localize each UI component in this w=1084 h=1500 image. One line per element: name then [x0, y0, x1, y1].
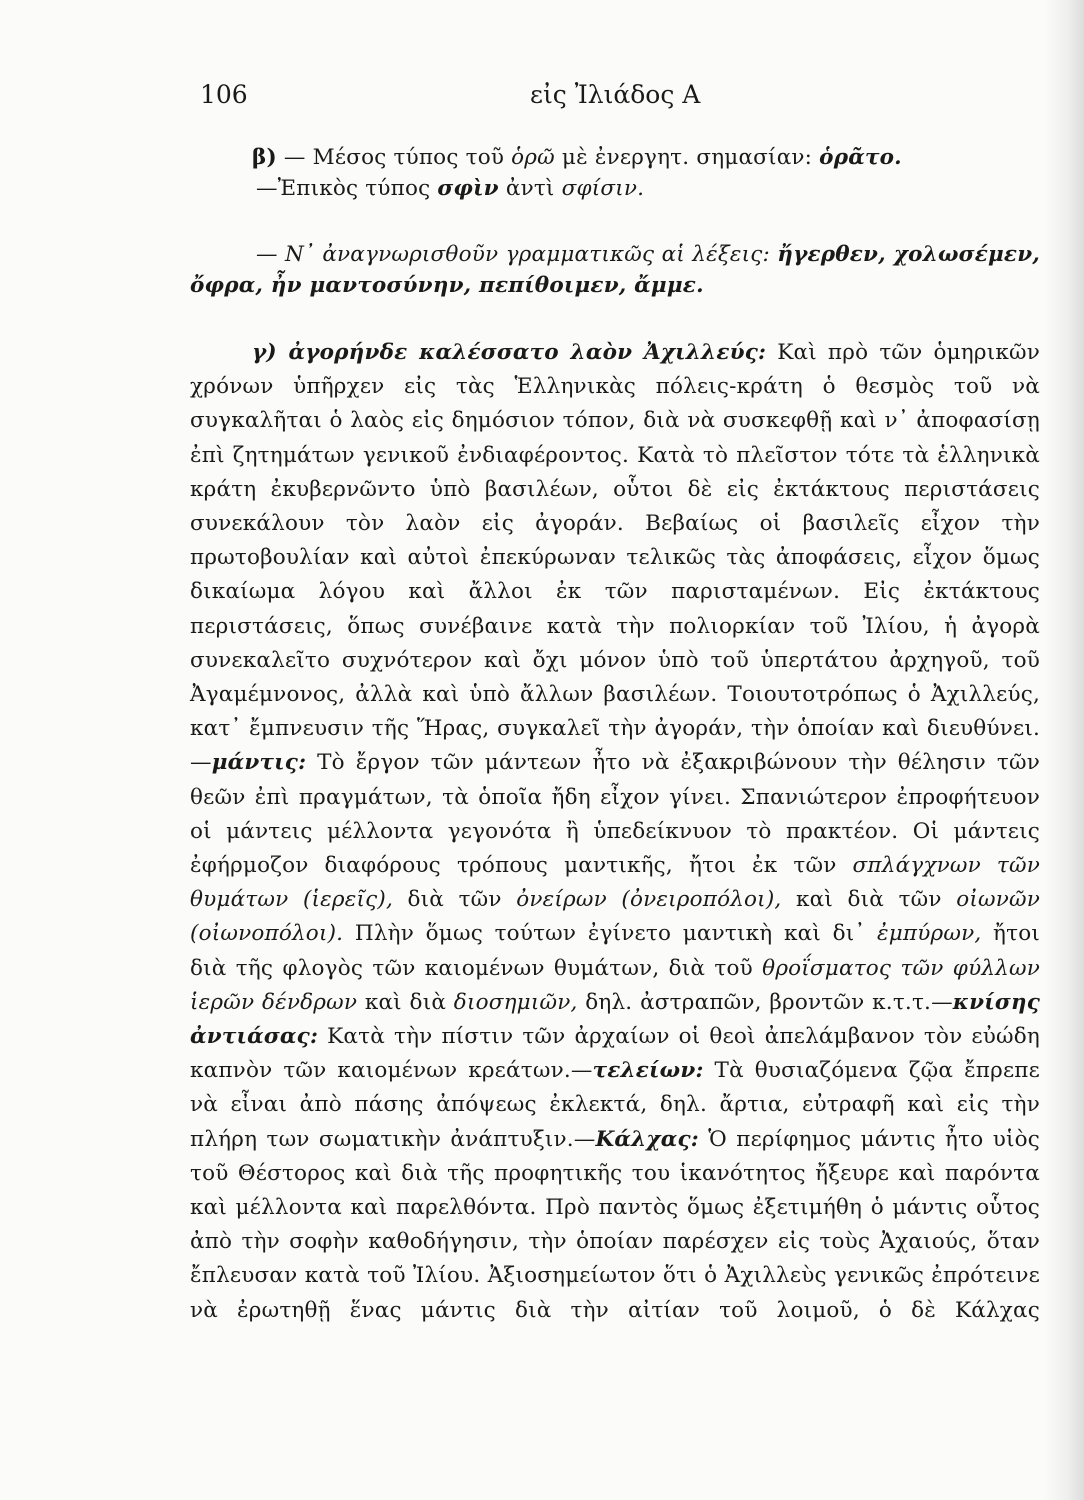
text-run: Καὶ πρὸ τῶν ὁμηρικῶν χρόνων ὑπῆρχεν εἰς τὰς Ἑλληνικὰς πόλεις-κράτη ὁ θεσμὸς τοῦ νὰ συγκαλῆται ὁ λαὸς εἰς δημόσιον τόπον, διὰ νὰ συσκεφθῇ καὶ ν᾿ ἀποφασίσῃ ἐπὶ ζητημάτων γενικοῦ ἐνδιαφέροντος. Κατὰ τὸ πλεῖστον τότε τὰ ἑλληνικὰ κράτη ἐκυβερνῶντο ὑπὸ βασιλέων, οὗτοι δὲ εἰς ἐκτάκτους περιστάσεις συνεκάλουν τὸν λαὸν εἰς ἀγοράν. Βεβαίως οἱ βασιλεῖς εἶχον τὴν πρωτοβουλίαν καὶ αὐτοὶ ἐπεκύρωναν τελικῶς τὰς ἀποφάσεις, εἶχον ὅμως δικαίωμα λόγου καὶ ἄλλοι ἐκ τῶν παρισταμένων. Εἰς ἐκτάκτους περιστάσεις, ὅπως συνέβαινε κατὰ τὴν πολιορκίαν τοῦ Ἰλίου, ἡ ἀγορὰ συνεκαλεῖτο συχνότερον καὶ ὄχι μόνον ὑπὸ τοῦ ὑπερτάτου ἀρχηγοῦ, τοῦ Ἀγαμέμνονος, ἀλλὰ καὶ ὑπὸ ἄλλων βασιλέων. Τοιουτοτρόπως ὁ Ἀχιλλεύς, κατ᾿ ἔμπνευσιν τῆς Ἥρας, συγκαλεῖ τὴν ἀγοράν, τὴν ὁποίαν καὶ διευθύνει.— — [190, 340, 1040, 776]
text-run: Μέσος τύπος τοῦ — [312, 145, 512, 170]
greek-term: τελείων: — [592, 1058, 704, 1084]
paragraph-label: γ) ἀγορήνδε καλέσσατο λαὸν Ἀχιλλεύς: — [252, 340, 767, 365]
text-run: Κατὰ τὴν πίστιν τῶν ἀρχαίων οἱ θεοὶ ἀπελάμβανον τὸν εὐώδη καπνὸν τῶν καιομένων κρεάτων.— — [190, 1024, 1040, 1084]
exercise-words: ἤγερθεν, χολωσέμεν, ὄφρα, ἦν μαντοσύνην, πεπίθοιμεν, ἄμμε. — [190, 242, 1040, 298]
greek-term: Κάλχας: — [595, 1126, 699, 1152]
greek-term: διοσημιῶν, — [453, 989, 578, 1015]
greek-term: ὀνείρων (ὀνειροπόλοι), — [516, 887, 782, 913]
paragraph-line — [252, 173, 1040, 204]
paragraph-exercise — [190, 239, 1040, 301]
exercise-instruction: — Ν᾿ ἀναγνωρισθοῦν γραμματικῶς αἱ λέξεις: — [256, 242, 778, 267]
text-run: καὶ διὰ τῶν — [781, 887, 957, 913]
page-number: 106 — [200, 80, 248, 109]
text-run: —Ἐπικὸς τύπος — [256, 176, 438, 201]
paragraph-beta — [190, 142, 1040, 204]
greek-term: ὁρᾶτο. — [819, 145, 902, 170]
text-run: Τὸ ἔργον τῶν μάντεων ἦτο νὰ ἐξακριβώνουν τὴν θέλησιν τῶν θεῶν ἐπὶ πραγμάτων, τὰ ὁποῖα ἤδη εἶχον γίνει. Σπανιώτερον ἐπροφήτευον οἱ μάντεις μέλλοντα γεγονότα ἢ ὑπεδείκνυον τὸ πρακτέον. Οἱ μάντεις ἐφήρμοζον διαφόρους τρόπους μαντικῆς, ἤτοι ἐκ τῶν — [190, 750, 1040, 879]
text-run: Τὰ θυσιαζόμενα ζῷα ἔπρεπε νὰ εἶναι ἀπὸ πάσης ἀπόψεως ἐκλεκτά, δηλ. ἄρτια, εὐτραφῆ καὶ εἰς τὴν πλήρη των σωματικὴν ἀνάπτυξιν.— — [190, 1058, 1040, 1152]
text-run: καὶ διὰ — [357, 989, 454, 1015]
text-run: διὰ τῶν — [392, 887, 517, 913]
greek-term: σφὶν — [437, 176, 499, 201]
greek-term: μάντις: — [211, 750, 307, 776]
text-run: Πλὴν ὅμως τούτων ἐγίνετο μαντικὴ καὶ δι᾿ — [343, 921, 878, 947]
binding-shadow — [1044, 0, 1084, 1500]
text-run: μὲ ἐνεργητ. σημασίαν: — [554, 145, 820, 170]
greek-term: σπλάγχνων τῶν θυμάτων (ἱερεῖς), — [190, 853, 1040, 913]
greek-term: θροΐσματος τῶν φύλλων ἱερῶν δένδρων — [190, 955, 1040, 1015]
page-header — [200, 80, 1040, 120]
greek-term: ἐμπύρων, — [877, 921, 982, 947]
body-text — [190, 142, 1040, 1328]
paragraph-label: β) — [252, 145, 277, 170]
greek-term: σφίσιν. — [561, 176, 645, 201]
text-run: δηλ. ἀστραπῶν, βροντῶν κ.τ.τ.— — [577, 989, 953, 1015]
greek-term: ὁρῶ — [511, 145, 555, 170]
dash: — — [276, 145, 313, 170]
text-run: ἀντὶ — [498, 176, 562, 201]
paragraph-gamma — [190, 336, 1040, 1328]
greek-term: κνίσης ἀντιάσας: — [190, 989, 1040, 1050]
greek-term: οἰωνῶν (οἰωνοπόλοι). — [190, 887, 1040, 947]
text-run: ἤτοι διὰ τῆς φλογὸς τῶν καιομένων θυμάτων, διὰ τοῦ — [190, 921, 1041, 981]
text-run: Ὁ περίφημος μάντις ἦτο υἱὸς τοῦ Θέστορος καὶ διὰ τῆς προφητικῆς του ἱκανότητος ἤξευρε καὶ παρόντα καὶ μέλλοντα καὶ παρελθόντα. Πρὸ παντὸς ὅμως ἐξετιμήθη ὁ μάντις οὗτος ἀπὸ τὴν σοφὴν καθοδήγησιν, τὴν ὁποίαν παρέσχεν εἰς τοὺς Ἀχαιούς, ὅταν ἔπλευσαν κατὰ τοῦ Ἰλίου. Ἀξιοσημείωτον ὅτι ὁ Ἀχιλλεὺς γενικῶς ἐπρότεινε νὰ ἐρωτηθῇ ἕνας μάντις διὰ τὴν αἰτίαν τοῦ λοιμοῦ, ὁ δὲ Κάλχας — [190, 1126, 1040, 1323]
running-title: εἰς Ἰλιάδος Α — [530, 80, 701, 109]
